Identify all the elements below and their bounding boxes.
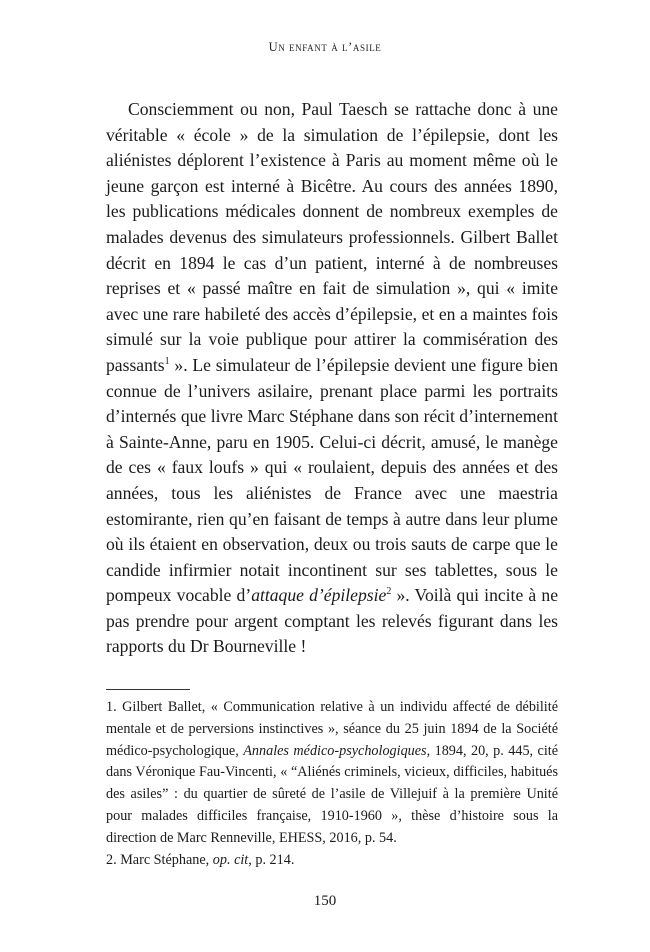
footnote-text: Marc Stéphane, xyxy=(116,851,213,868)
footnote-number: 2. xyxy=(106,851,117,868)
footnote xyxy=(106,697,558,850)
italic-text: Annales médico-psychologiques xyxy=(243,742,427,759)
footnotes xyxy=(106,697,558,871)
running-head: Un enfant à l’asile xyxy=(268,40,382,54)
footnote-text: , p. 214. xyxy=(248,851,295,868)
paragraph-text: ». Voilà qui incite à ne pas prendre pour argent comptant les relevés figurant dans les rapports du Dr Bourneville ! xyxy=(106,585,559,657)
page-number: 150 xyxy=(313,893,337,909)
footnote-reference[interactable]: 1 xyxy=(164,356,170,368)
body-text xyxy=(106,97,558,660)
footnote-separator xyxy=(106,689,190,690)
footnote-text: Gilbert Ballet, « Communication relative à un individu affecté de débilité mentale et de perversions instinctives », séance du 25 juin 1894 de la Société médico-psychologique, xyxy=(106,699,558,759)
paragraph-text: Consciemment ou non, Paul Taesch se rattache donc à une véritable « école » de la simulation de l’épilepsie, dont les aliénistes déplorent l’existence à Paris au moment même où le jeune garçon est interné à Bicêtre. Au cours des années 1890, les publications médicales donnent de nombreux exemples de malades devenus des simulateurs professionnels. Gilbert Ballet décrit en 1894 le cas d’un patient, interné à de nombreuses reprises et « passé maître en fait de simulation », qui « imite avec une rare habileté des accès d’épilepsie, et en a maintes fois simulé sur la voie publique pour attirer la commisération des passants xyxy=(106,99,558,375)
italic-text: attaque d’épilepsie xyxy=(251,585,387,606)
footnote-reference[interactable]: 2 xyxy=(386,586,392,598)
paragraph xyxy=(106,97,558,660)
paragraph-text: ». Le simulateur de l’épilepsie devient une figure bien connue de l’univers asilaire, prenant place parmi les portraits d’internés que livre Marc Stéphane dans son récit d’internement à Sainte-Anne, paru en 1905. Celui-ci décrit, amusé, le manège de ces « faux loufs » qui « roulaient, depuis des années et des années, tous les aliénistes de France avec une maestria estomirante, rien qu’en faisant de temps à autre dans leur plume où ils étaient en observation, deux ou trois sauts de carpe que le candide infirmier notait incontinent sur ses tablettes, sous le pompeux vocable d’ xyxy=(106,354,558,606)
footnote-number: 1. xyxy=(106,699,117,715)
footnote-text: , 1894, 20, p. 445, cité dans Véronique Fau-Vincenti, « “Aliénés criminels, vicieux, difficiles, habitués des asiles” : du quartier de sûreté de l’asile de Villejuif à la première Unité pour malades difficiles française, 1910-1960 », thèse d’histoire sous la direction de Marc Renneville, EHESS, 2016, p. 54. xyxy=(106,742,559,846)
footnote xyxy=(106,850,558,872)
italic-text: op. cit xyxy=(212,851,249,868)
